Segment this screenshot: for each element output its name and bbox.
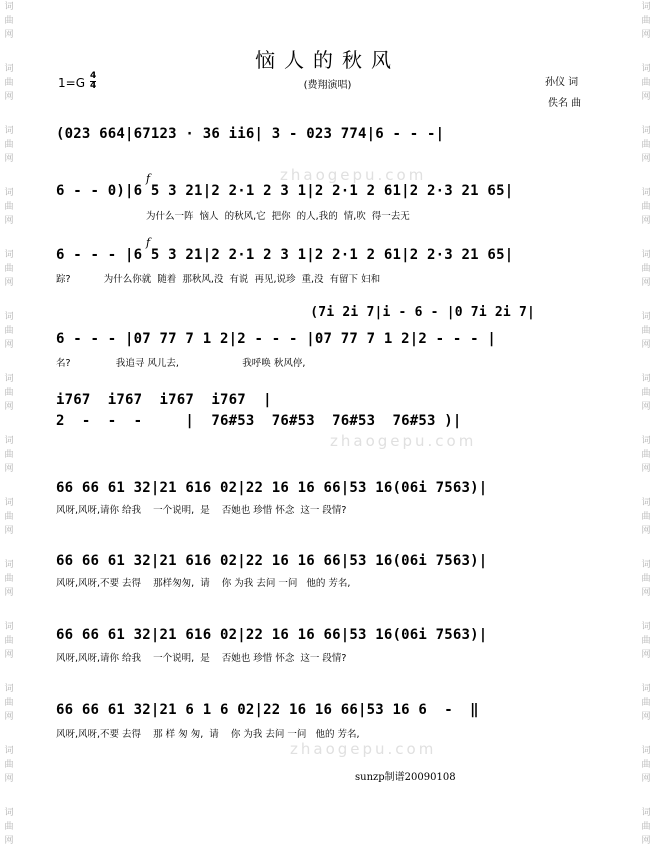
- time-signature: [90, 72, 96, 91]
- notation-line-2: 6 - - 0)|6 5 3 21|2 2·1 2 3 1|2 2·1 2 61|2 2·3 21 65|: [56, 183, 514, 199]
- watermark-char: 网: [641, 464, 651, 474]
- watermark-char: 词: [641, 746, 651, 756]
- lyricist-credit: 孙仪 词: [545, 77, 579, 88]
- watermark-char: 词: [4, 64, 14, 74]
- watermark-char: 曲: [4, 388, 14, 398]
- watermark-char: 网: [4, 774, 14, 784]
- watermark-char: 网: [4, 464, 14, 474]
- notation-line-6: 66 66 61 32|21 616 02|22 16 16 66|53 16(06i 7563)|: [56, 480, 488, 496]
- song-title: 恼人的秋风: [255, 48, 400, 72]
- watermark-char: 曲: [4, 450, 14, 460]
- watermark-char: 曲: [4, 698, 14, 708]
- watermark-char: 曲: [641, 326, 651, 336]
- lyrics-line-9: 风呀,风呀,不要 去得 那 样 匆 匆, 请 你 为我 去问 一问 他的 芳名,: [56, 729, 360, 740]
- notation-line-3: 6 - - - |6 5 3 21|2 2·1 2 3 1|2 2·1 2 61|2 2·3 21 65|: [56, 247, 514, 263]
- watermark-char: 网: [4, 402, 14, 412]
- watermark-char: 曲: [641, 264, 651, 274]
- watermark-char: 词: [641, 498, 651, 508]
- dynamic-forte-1: f: [146, 172, 151, 185]
- watermark-char: 词: [641, 436, 651, 446]
- watermark-char: 网: [4, 712, 14, 722]
- watermark-char: 词: [641, 2, 651, 12]
- watermark-char: 曲: [641, 450, 651, 460]
- watermark-char: 网: [4, 588, 14, 598]
- lyrics-line-3: 踪? 为什么你就 随着 那秋风,没 有说 再见,说珍 重,没 有留下 妇和: [56, 274, 381, 285]
- watermark-char: 词: [641, 684, 651, 694]
- watermark-char: 曲: [4, 760, 14, 770]
- watermark-char: 网: [641, 278, 651, 288]
- watermark-char: 曲: [4, 264, 14, 274]
- watermark-char: 词: [4, 250, 14, 260]
- watermark-char: 曲: [4, 574, 14, 584]
- watermark-char: 网: [641, 774, 651, 784]
- singer-note: (费翔演唱): [303, 80, 352, 91]
- watermark-char: 网: [641, 92, 651, 102]
- watermark-char: 网: [4, 526, 14, 536]
- watermark-char: 词: [4, 560, 14, 570]
- dynamic-forte-2: f: [146, 236, 151, 249]
- lyrics-line-4: 名? 我追寻 风儿去, 我呼唤 秋风停,: [56, 358, 306, 369]
- key-signature: 1=G: [58, 76, 85, 90]
- watermark-char: 曲: [641, 636, 651, 646]
- watermark-char: 词: [4, 622, 14, 632]
- lyrics-line-6: 风呀,风呀,请你 给我 一个说明, 是 否她也 珍惜 怀念 这一 段情?: [56, 505, 347, 516]
- watermark-char: 曲: [4, 16, 14, 26]
- watermark-char: 曲: [641, 822, 651, 832]
- watermark-char: 词: [641, 64, 651, 74]
- watermark-char: 网: [4, 650, 14, 660]
- watermark-char: 曲: [641, 78, 651, 88]
- watermark-char: 曲: [641, 202, 651, 212]
- watermark-char: 词: [641, 808, 651, 818]
- watermark-char: 网: [641, 402, 651, 412]
- center-watermark-1: zhaogepu.com: [280, 166, 427, 184]
- watermark-char: 网: [4, 340, 14, 350]
- watermark-char: 网: [641, 836, 651, 846]
- watermark-column-right: [639, 0, 653, 865]
- watermark-char: 曲: [4, 326, 14, 336]
- watermark-char: 曲: [641, 388, 651, 398]
- watermark-char: 网: [641, 712, 651, 722]
- watermark-column-left: [2, 0, 16, 865]
- watermark-char: 词: [4, 2, 14, 12]
- center-watermark-2: zhaogepu.com: [330, 432, 477, 450]
- watermark-char: 网: [641, 588, 651, 598]
- watermark-char: 曲: [4, 636, 14, 646]
- watermark-char: 词: [4, 498, 14, 508]
- watermark-char: 词: [4, 808, 14, 818]
- transcriber-credit: sunzp制谱20090108: [355, 772, 456, 783]
- watermark-char: 网: [641, 216, 651, 226]
- watermark-char: 网: [641, 340, 651, 350]
- watermark-char: 词: [4, 436, 14, 446]
- watermark-char: 词: [4, 746, 14, 756]
- watermark-char: 词: [641, 312, 651, 322]
- watermark-char: 网: [4, 278, 14, 288]
- watermark-char: 网: [641, 154, 651, 164]
- lyrics-line-7: 风呀,风呀,不要 去得 那样匆匆, 请 你 为我 去问 一问 他的 芳名,: [56, 578, 351, 589]
- watermark-char: 词: [641, 374, 651, 384]
- watermark-char: 曲: [641, 698, 651, 708]
- watermark-char: 网: [4, 836, 14, 846]
- watermark-char: 网: [641, 650, 651, 660]
- notation-line-4: 6 - - - |07 77 7 1 2|2 - - - |07 77 7 1 2|2 - - - |: [56, 331, 497, 347]
- lyrics-line-8: 风呀,风呀,请你 给我 一个说明, 是 否她也 珍惜 怀念 这一 段情?: [56, 653, 347, 664]
- center-watermark-3: zhaogepu.com: [290, 740, 437, 758]
- watermark-char: 网: [641, 30, 651, 40]
- watermark-char: 曲: [641, 512, 651, 522]
- notation-line-5-upper: i767 i767 i767 i767 |: [56, 392, 272, 408]
- watermark-char: 网: [4, 30, 14, 40]
- watermark-char: 词: [4, 312, 14, 322]
- watermark-char: 曲: [641, 16, 651, 26]
- watermark-char: 词: [641, 560, 651, 570]
- watermark-char: 曲: [641, 140, 651, 150]
- time-signature-bottom: 4: [90, 81, 97, 91]
- composer-credit: 佚名 曲: [548, 98, 582, 109]
- watermark-char: 词: [4, 126, 14, 136]
- notation-line-5: 2 - - - | 76#53 76#53 76#53 76#53 )|: [56, 413, 462, 429]
- watermark-char: 词: [641, 126, 651, 136]
- notation-line-9: 66 66 61 32|21 6 1 6 02|22 16 16 66|53 16 6 - ‖: [56, 702, 479, 718]
- watermark-char: 词: [641, 188, 651, 198]
- watermark-char: 词: [4, 188, 14, 198]
- watermark-char: 网: [4, 216, 14, 226]
- watermark-char: 网: [4, 92, 14, 102]
- time-signature-top: 4: [90, 71, 97, 81]
- notation-line-8: 66 66 61 32|21 616 02|22 16 16 66|53 16(06i 7563)|: [56, 627, 488, 643]
- watermark-char: 曲: [4, 822, 14, 832]
- watermark-char: 曲: [4, 78, 14, 88]
- watermark-char: 曲: [4, 512, 14, 522]
- notation-line-1: (023 664|67123 · 36 ii6| 3 - 023 774|6 - - -|: [56, 126, 445, 142]
- watermark-char: 曲: [4, 202, 14, 212]
- watermark-char: 词: [4, 684, 14, 694]
- watermark-char: 曲: [641, 574, 651, 584]
- watermark-char: 网: [4, 154, 14, 164]
- notation-line-7: 66 66 61 32|21 616 02|22 16 16 66|53 16(06i 7563)|: [56, 553, 488, 569]
- watermark-char: 词: [641, 622, 651, 632]
- watermark-char: 网: [641, 526, 651, 536]
- watermark-char: 曲: [641, 760, 651, 770]
- watermark-char: 词: [4, 374, 14, 384]
- lyrics-line-2: 为什么一阵 恼人 的秋风,它 把你 的人,我的 情,吹 得一去无: [146, 211, 410, 222]
- notation-line-4-upper: (7i 2i 7|i - 6 - |0 7i 2i 7|: [230, 305, 536, 320]
- watermark-char: 词: [641, 250, 651, 260]
- watermark-char: 曲: [4, 140, 14, 150]
